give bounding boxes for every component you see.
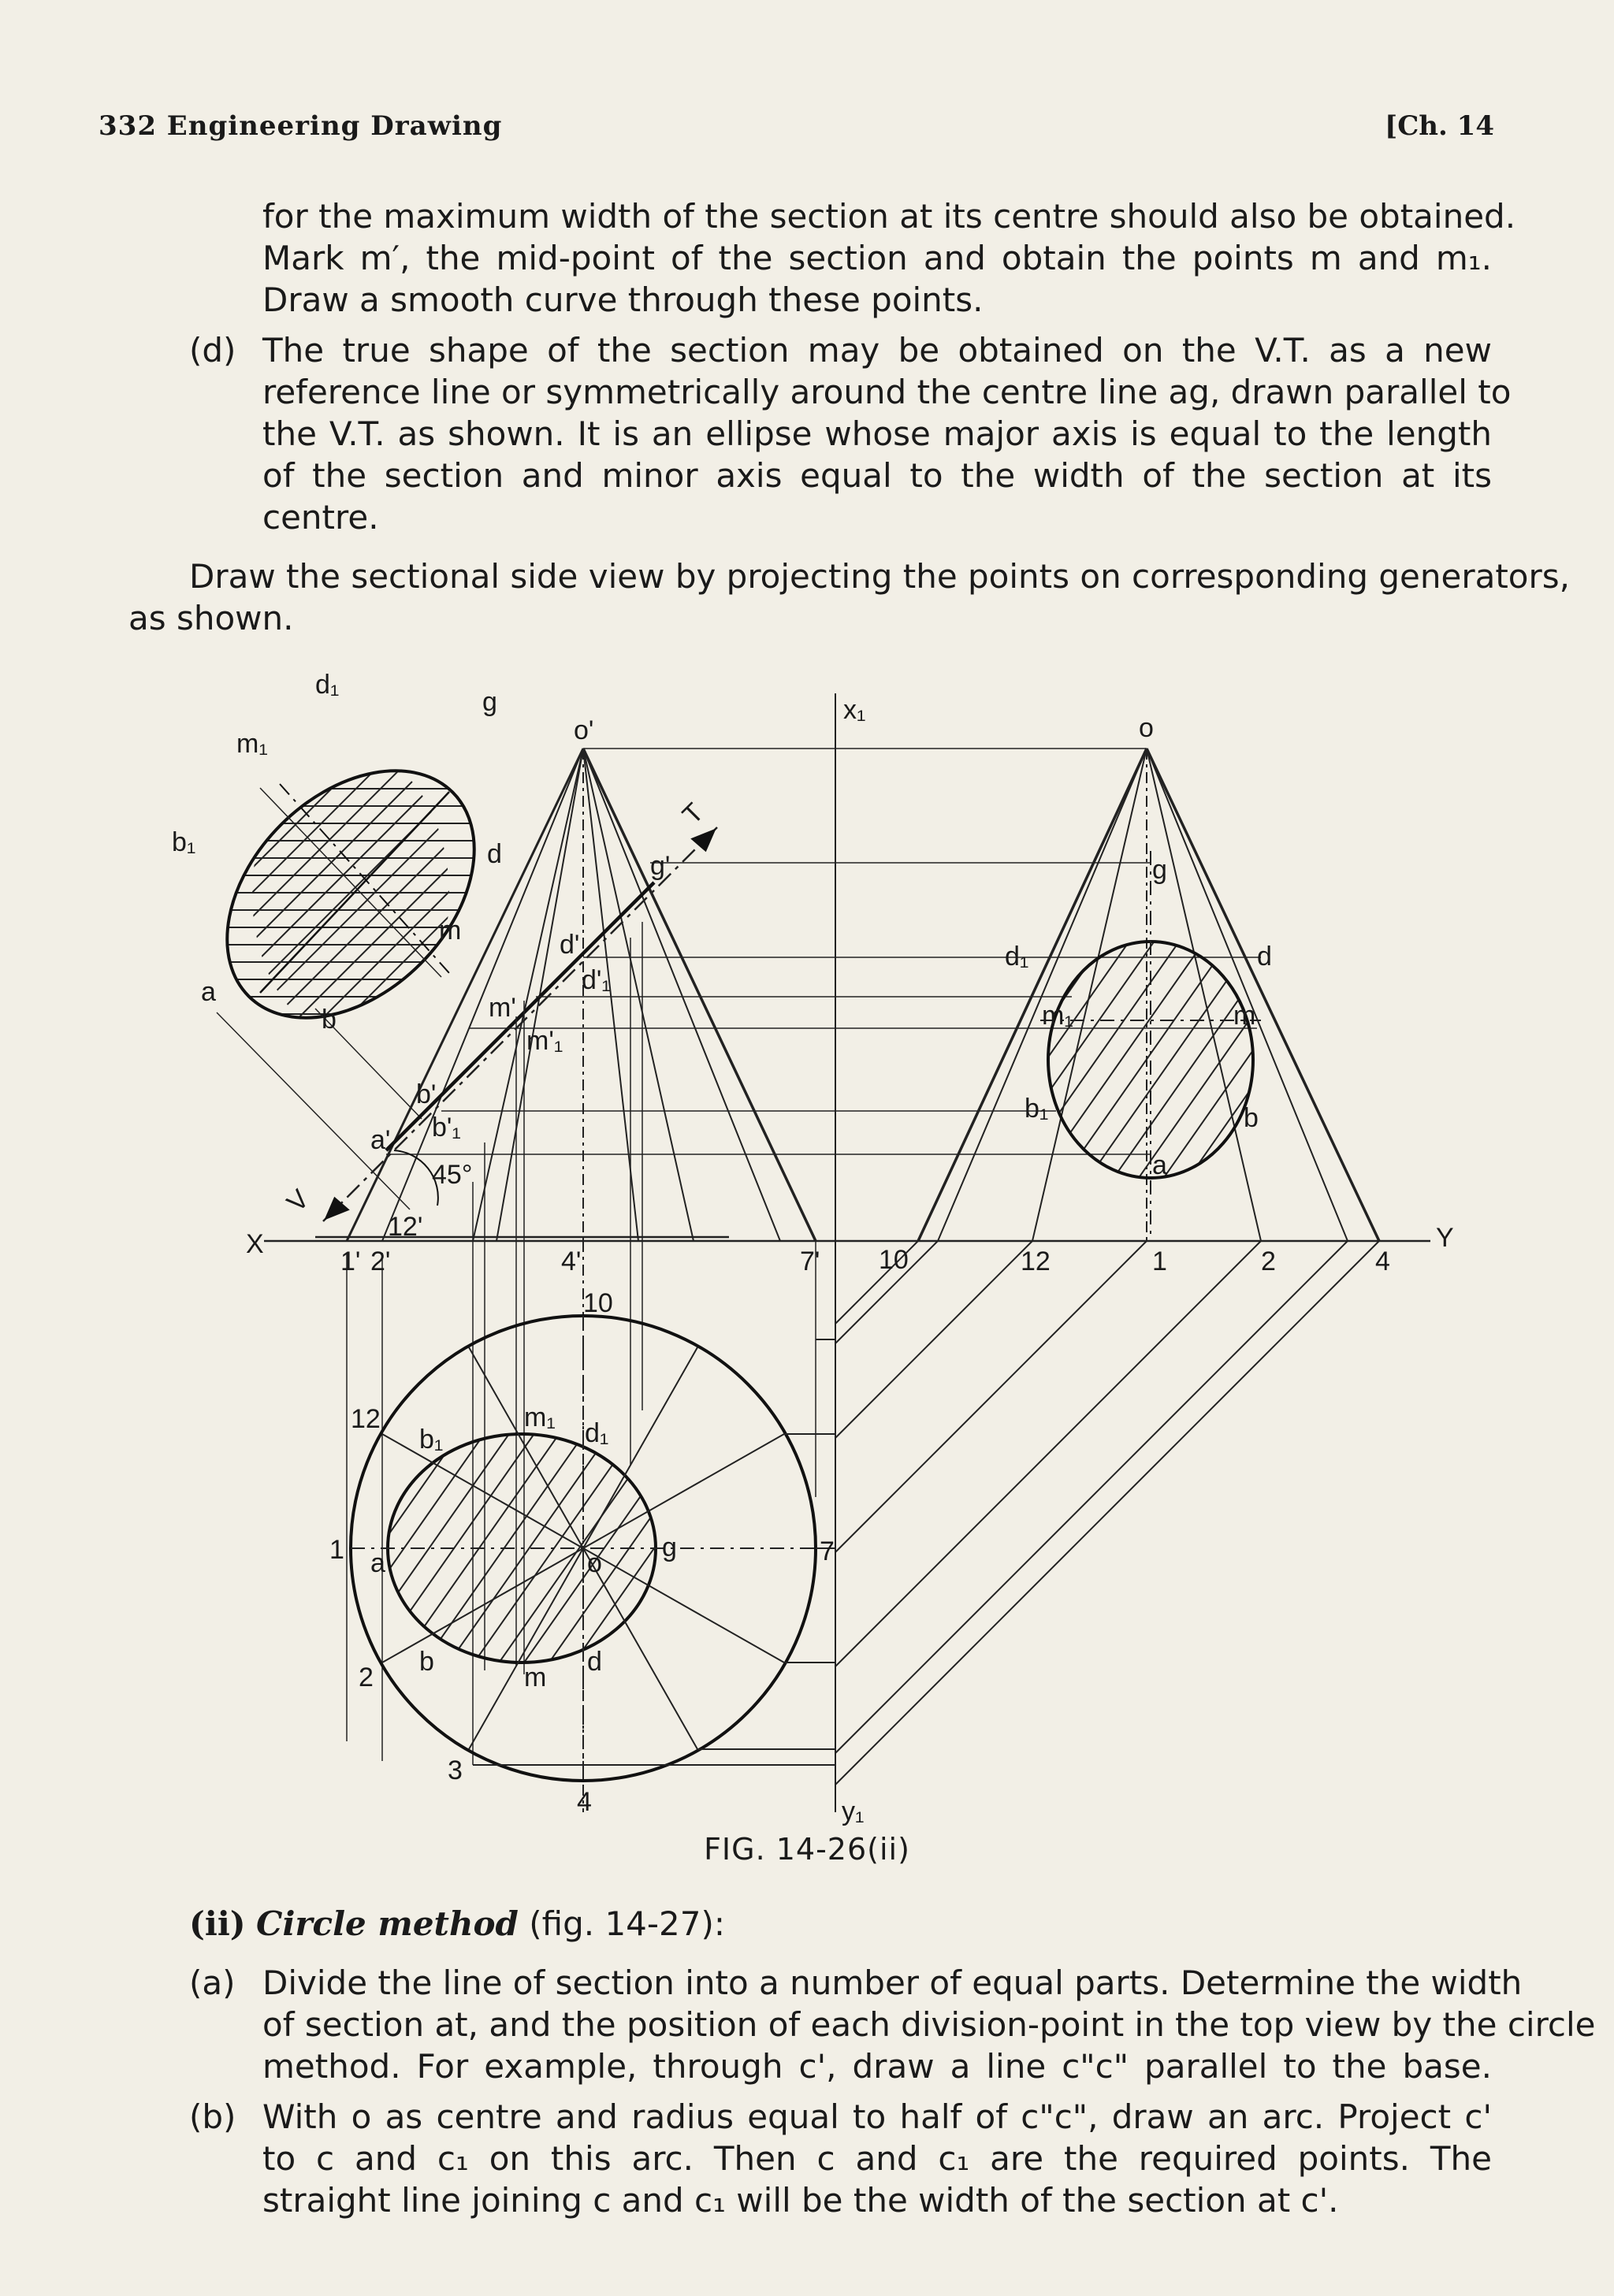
text-line: reference line or symmetrically around the centre line ag, drawn parallel to — [262, 373, 1512, 411]
label-m1-side: m₁ — [1042, 1001, 1073, 1031]
text-line: Divide the line of section into a number of equal parts. Determine the width — [262, 1963, 1523, 2002]
label-a-top: a — [370, 1548, 385, 1578]
label-b-side: b — [1244, 1103, 1259, 1133]
label-2-prime: 2' — [370, 1246, 391, 1276]
label-b-top: b — [419, 1647, 434, 1677]
figure-caption: FIG. 14-26(ii) — [704, 1832, 910, 1867]
text-line: Draw a smooth curve through these points. — [262, 280, 984, 319]
label-y: Y — [1436, 1223, 1454, 1253]
label-m-true-shape: m — [439, 916, 462, 946]
label-7-prime: 7' — [800, 1246, 820, 1276]
label-g-side: g — [1152, 855, 1167, 885]
label-d1-true-shape: d₁ — [315, 670, 340, 700]
label-10-side: 10 — [879, 1245, 909, 1275]
text-line: to c and c₁ on this arc. Then c and c₁ are the required points. The — [262, 2139, 1492, 2178]
side-view-cone — [835, 749, 1379, 1785]
label-angle-45: 45° — [432, 1160, 473, 1190]
label-g-true-shape: g — [482, 687, 497, 717]
text-line: the V.T. as shown. It is an ellipse whose major axis is equal to the length — [262, 414, 1492, 453]
paragraph-b — [262, 2096, 1492, 2221]
true-shape-ellipse — [158, 678, 552, 1209]
label-g-prime: g' — [650, 851, 671, 881]
label-m1-prime: m'₁ — [526, 1026, 563, 1056]
label-d1-top: d₁ — [585, 1418, 609, 1448]
label-4-top: 4 — [577, 1787, 592, 1817]
label-x: X — [246, 1229, 264, 1259]
text-line: for the maximum width of the section at its centre should also be obtained. — [262, 197, 1516, 236]
label-t: T — [676, 797, 710, 830]
label-b-prime: b' — [416, 1079, 437, 1109]
label-b1-true-shape: b₁ — [172, 827, 196, 857]
label-1-side: 1 — [1152, 1246, 1167, 1276]
label-m-prime: m' — [489, 993, 516, 1023]
text-line: The true shape of the section may be obtained on the V.T. as a new — [262, 331, 1492, 370]
label-m1-top: m₁ — [524, 1402, 556, 1432]
label-m1-true-shape: m₁ — [236, 729, 268, 759]
heading-number: (ii) — [189, 1904, 246, 1943]
text-line: Draw the sectional side view by projecting the points on corresponding generators, — [189, 557, 1570, 596]
label-a-side: a — [1152, 1150, 1167, 1180]
label-d-side: d — [1257, 942, 1272, 972]
label-m-top: m — [524, 1663, 547, 1692]
paragraph-d-marker: (d) — [189, 331, 236, 370]
paragraph-b-marker: (b) — [189, 2097, 236, 2136]
label-7-top: 7 — [820, 1536, 835, 1566]
label-o-side: o — [1139, 713, 1154, 743]
running-head: 332 Engineering Drawing — [99, 110, 503, 142]
label-o-prime: o' — [574, 715, 594, 745]
label-a-prime: a' — [370, 1125, 391, 1155]
label-1-prime: 1' — [340, 1246, 361, 1276]
label-b1-side: b₁ — [1025, 1094, 1049, 1124]
text-line: of the section and minor axis equal to the width of the section at its — [262, 456, 1492, 495]
text-line: as shown. — [128, 599, 294, 637]
label-d-top: d — [587, 1647, 602, 1677]
label-d-prime: d' — [560, 930, 580, 960]
label-y1: y₁ — [842, 1796, 865, 1826]
text-line: of section at, and the position of each division-point in the top view by the circle — [262, 2005, 1596, 2044]
label-4-side: 4 — [1375, 1246, 1390, 1276]
label-12-top: 12 — [351, 1404, 381, 1434]
text-line: With o as centre and radius equal to half of c"c", draw an arc. Project c' — [262, 2097, 1492, 2136]
label-d1-side: d₁ — [1005, 942, 1029, 972]
text-line: Mark m′, the mid-point of the section and obtain the points m and m₁. — [262, 239, 1492, 277]
label-g-top: g — [662, 1533, 677, 1562]
label-10-top: 10 — [583, 1288, 613, 1318]
text-line: centre. — [262, 498, 379, 537]
text-line: straight line joining c and c₁ will be the width of the section at c'. — [262, 2181, 1339, 2220]
label-v: V — [281, 1183, 315, 1218]
paragraph-a-marker: (a) — [189, 1963, 236, 2002]
label-12-prime: 12' — [388, 1212, 423, 1242]
text-line: method. For example, through c', draw a line c"c" parallel to the base. — [262, 2047, 1492, 2086]
label-2-side: 2 — [1261, 1246, 1276, 1276]
label-m-side: m — [1233, 1001, 1256, 1031]
label-x1: x₁ — [843, 695, 866, 725]
paragraph-a — [262, 1962, 1596, 2087]
label-d1-prime: d'₁ — [582, 965, 611, 995]
label-b1-prime: b'₁ — [432, 1113, 461, 1142]
label-a-true-shape: a — [201, 977, 216, 1007]
section-heading — [189, 1903, 725, 1945]
label-b-true-shape: b — [322, 1005, 337, 1035]
label-3-top: 3 — [448, 1755, 463, 1785]
chapter-label: [Ch. 14 — [1385, 110, 1494, 142]
heading-title: Circle method — [256, 1904, 519, 1943]
label-o-top: o — [587, 1548, 602, 1578]
label-d-true-shape: d — [487, 839, 502, 869]
heading-ref: (fig. 14-27): — [529, 1904, 726, 1943]
label-12-side: 12 — [1021, 1246, 1051, 1276]
label-1-top: 1 — [329, 1535, 344, 1565]
label-4-prime: 4' — [561, 1246, 582, 1276]
label-b1-top: b₁ — [419, 1425, 444, 1455]
label-2-top: 2 — [359, 1663, 374, 1692]
